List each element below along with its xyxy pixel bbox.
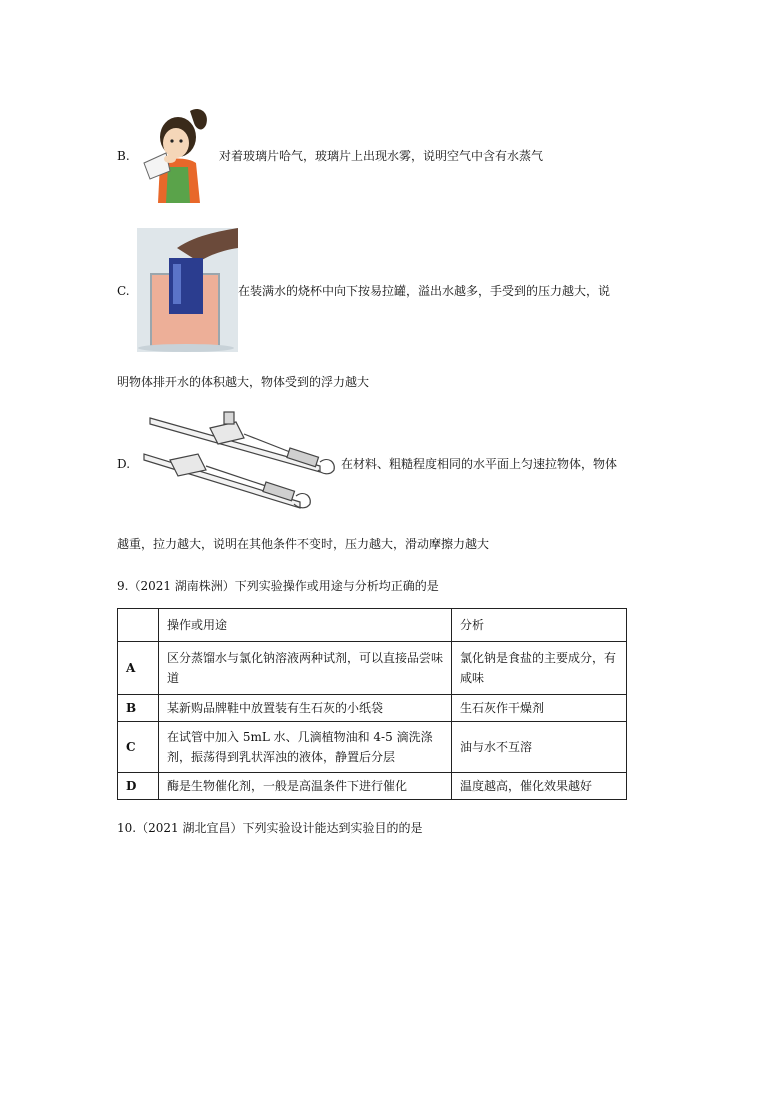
table-row xyxy=(118,722,627,773)
question-9-title: 9.（2021 湖南株洲）下列实验操作或用途与分析均正确的是 xyxy=(117,579,439,593)
friction-pulling-experiment-illustration xyxy=(140,404,340,510)
table-header-row xyxy=(118,609,627,642)
option-b-label: B. xyxy=(117,149,130,163)
header-cell-analysis: 分析 xyxy=(452,609,627,642)
option-d-label: D. xyxy=(117,457,131,471)
row-operation: 某新购品牌鞋中放置装有生石灰的小纸袋 xyxy=(159,695,452,722)
option-b-text: 对着玻璃片哈气，玻璃片上出现水雾，说明空气中含有水蒸气 xyxy=(219,149,544,163)
option-c-text-line1: 在装满水的烧杯中向下按易拉罐，溢出水越多，手受到的压力越大，说 xyxy=(238,284,611,298)
row-option: D xyxy=(118,773,159,800)
row-operation: 在试管中加入 5mL 水、几滴植物油和 4-5 滴洗涤剂，振荡得到乳状浑浊的液体，静置后分层 xyxy=(159,722,452,773)
row-analysis: 生石灰作干燥剂 xyxy=(452,695,627,722)
option-d-text-line2: 越重，拉力越大，说明在其他条件不变时，压力越大，滑动摩擦力越大 xyxy=(117,537,490,551)
row-option: B xyxy=(118,695,159,722)
row-operation: 酶是生物催化剂，一般是高温条件下进行催化 xyxy=(159,773,452,800)
option-c-text-line2: 明物体排开水的体积越大，物体受到的浮力越大 xyxy=(117,375,370,389)
row-analysis: 油与水不互溶 xyxy=(452,722,627,773)
header-cell-option xyxy=(118,609,159,642)
row-option: C xyxy=(118,722,159,773)
table-row xyxy=(118,695,627,722)
row-operation: 区分蒸馏水与氯化钠溶液两种试剂，可以直接品尝味道 xyxy=(159,642,452,695)
beaker-can-experiment-photo xyxy=(137,228,238,352)
option-c-label: C. xyxy=(117,284,130,298)
row-option: A xyxy=(118,642,159,695)
question-9-table xyxy=(117,608,627,800)
header-cell-operation: 操作或用途 xyxy=(159,609,452,642)
option-d-text-line1: 在材料、粗糙程度相同的水平面上匀速拉物体，物体 xyxy=(341,457,618,471)
row-analysis: 氯化钠是食盐的主要成分，有咸味 xyxy=(452,642,627,695)
row-analysis: 温度越高，催化效果越好 xyxy=(452,773,627,800)
table-row xyxy=(118,773,627,800)
question-10-title: 10.（2021 湖北宜昌）下列实验设计能达到实验目的的是 xyxy=(117,821,423,835)
girl-breathing-on-glass-illustration xyxy=(140,105,212,205)
table-row xyxy=(118,642,627,695)
